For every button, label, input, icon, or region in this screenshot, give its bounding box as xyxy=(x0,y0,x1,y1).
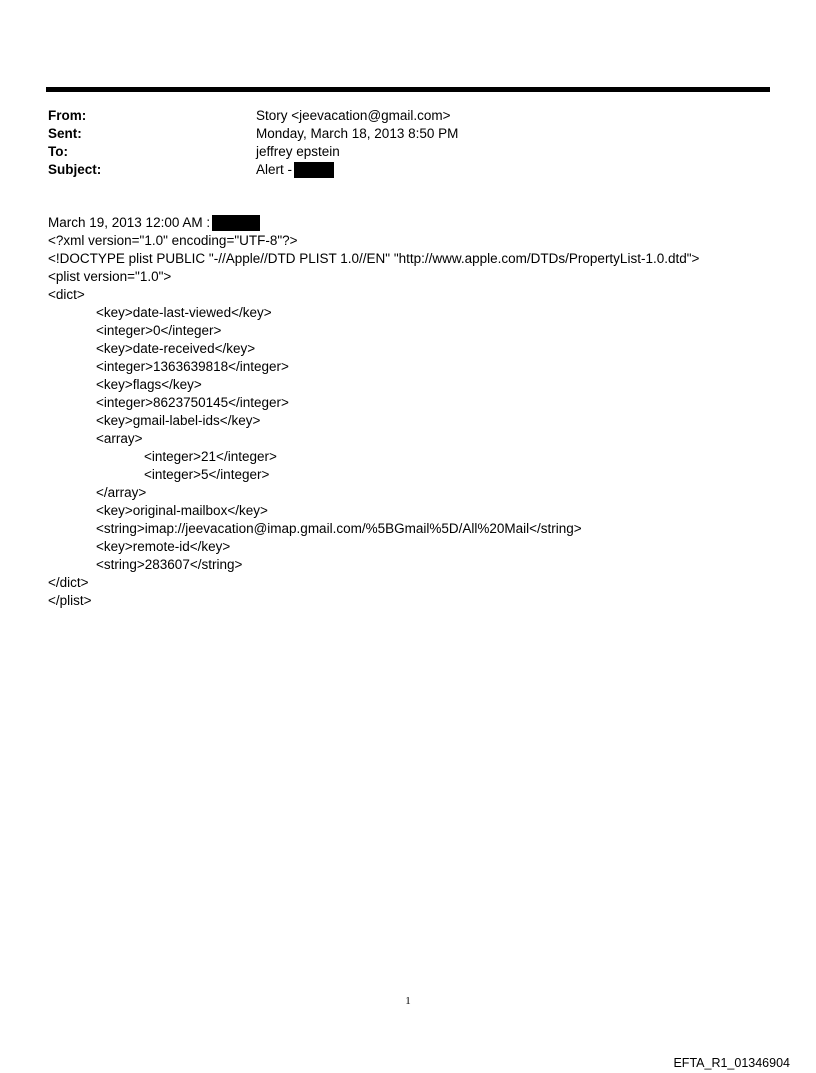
redaction-box xyxy=(212,215,260,231)
from-row xyxy=(48,107,748,125)
body-line: <key>flags</key> xyxy=(96,377,202,392)
page-number: 1 xyxy=(405,995,411,1007)
to-label: To: xyxy=(48,144,68,159)
subject-label: Subject: xyxy=(48,162,102,177)
body-line: <key>original-mailbox</key> xyxy=(96,503,268,518)
email-body xyxy=(48,214,788,610)
date-line xyxy=(48,214,788,232)
body-line: <string>imap://jeevacation@imap.gmail.com/%5BGmail%5D/All%20Mail</string> xyxy=(96,521,582,536)
sent-label: Sent: xyxy=(48,126,82,141)
body-line: <key>gmail-label-ids</key> xyxy=(96,413,261,428)
body-line: <!DOCTYPE plist PUBLIC "-//Apple//DTD PLIST 1.0//EN" "http://www.apple.com/DTDs/PropertyList-1.0.dtd"> xyxy=(48,251,700,266)
body-line: </dict> xyxy=(48,575,89,590)
header-rule xyxy=(46,87,770,92)
document-id: EFTA_R1_01346904 xyxy=(673,1056,790,1070)
to-row xyxy=(48,143,748,161)
subject-value: Alert - xyxy=(256,162,293,177)
body-line: <integer>1363639818</integer> xyxy=(96,359,289,374)
date-line-text: March 19, 2013 12:00 AM : xyxy=(48,215,211,230)
body-line: <?xml version="1.0" encoding="UTF-8"?> xyxy=(48,233,298,248)
body-line: <integer>8623750145</integer> xyxy=(96,395,289,410)
body-line: </plist> xyxy=(48,593,92,608)
body-line: <plist version="1.0"> xyxy=(48,269,172,284)
body-line: <dict> xyxy=(48,287,85,302)
subject-value-wrap xyxy=(256,161,334,179)
body-line: <key>date-received</key> xyxy=(96,341,256,356)
redaction-box xyxy=(294,162,334,178)
body-line: <array> xyxy=(96,431,143,446)
subject-row xyxy=(48,161,748,179)
email-header xyxy=(48,107,748,179)
from-value: Story <jeevacation@gmail.com> xyxy=(256,108,451,123)
body-line: <integer>0</integer> xyxy=(96,323,222,338)
sent-value: Monday, March 18, 2013 8:50 PM xyxy=(256,126,459,141)
body-line: <integer>21</integer> xyxy=(144,449,277,464)
body-line: <key>date-last-viewed</key> xyxy=(96,305,272,320)
sent-row xyxy=(48,125,748,143)
from-label: From: xyxy=(48,108,87,123)
to-value: jeffrey epstein xyxy=(256,144,340,159)
body-line: <string>283607</string> xyxy=(96,557,243,572)
body-line: <integer>5</integer> xyxy=(144,467,270,482)
body-line: <key>remote-id</key> xyxy=(96,539,231,554)
body-line: </array> xyxy=(96,485,147,500)
